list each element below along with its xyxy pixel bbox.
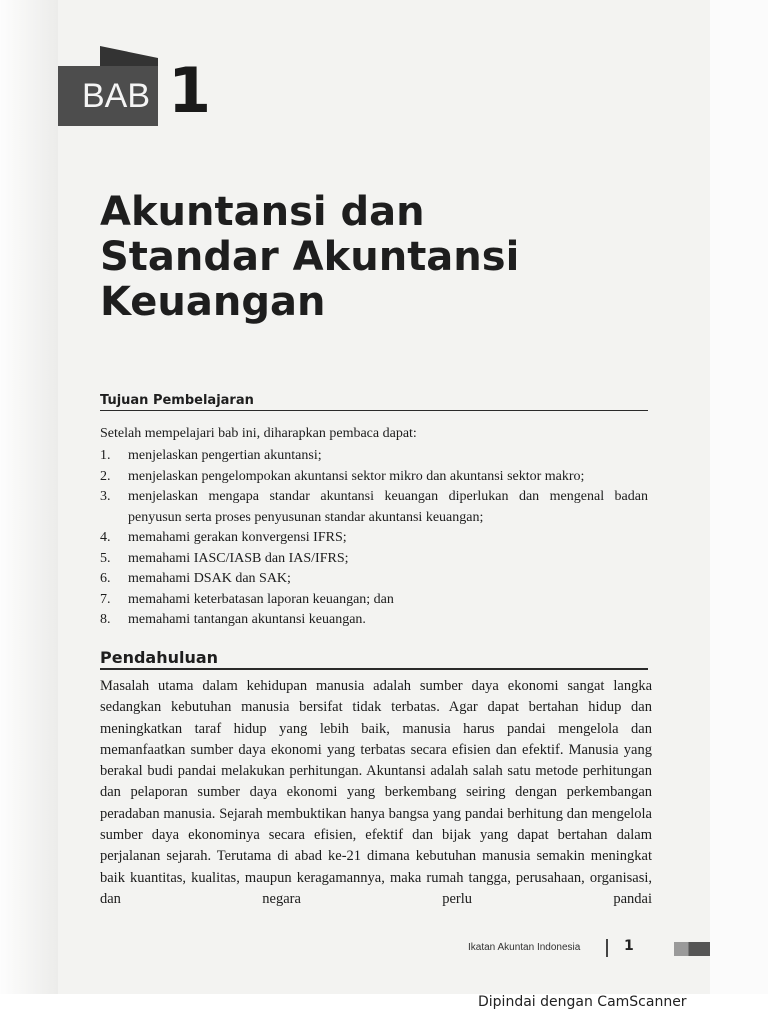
list-item-number: 8.	[100, 612, 111, 627]
objectives-list	[100, 446, 648, 631]
list-item-text: menjelaskan mengapa standar akuntansi keuangan diperlukan dan mengenal badan penyusun serta proses penyusunan standar akuntansi keuangan;	[128, 489, 648, 525]
list-item	[100, 467, 648, 488]
footer-tab-marker	[674, 942, 710, 956]
chapter-flag-shape	[100, 46, 158, 66]
chapter-label: BAB	[82, 76, 151, 115]
chapter-number: 1	[168, 54, 212, 127]
list-item	[100, 610, 648, 631]
list-item-number: 5.	[100, 550, 111, 566]
list-item-text: memahami IASC/IASB dan IAS/IFRS;	[128, 550, 349, 566]
chapter-title-line: Keuangan	[100, 279, 326, 325]
list-item-text: menjelaskan pengelompokan akuntansi sektor mikro dan akuntansi sektor makro;	[128, 468, 585, 484]
list-item-number: 2.	[100, 468, 111, 484]
list-item	[100, 569, 648, 590]
list-item-text: memahami tantangan akuntansi keuangan.	[128, 612, 366, 627]
scanner-watermark: Dipindai dengan CamScanner	[478, 994, 687, 1010]
list-item	[100, 487, 648, 528]
footer-divider	[606, 939, 608, 957]
list-item	[100, 446, 648, 467]
chapter-title	[100, 190, 660, 325]
list-item-number: 6.	[100, 571, 111, 586]
objectives-intro: Setelah mempelajari bab ini, diharapkan pembaca dapat:	[100, 426, 417, 441]
list-item	[100, 528, 648, 549]
list-item-text: memahami gerakan konvergensi IFRS;	[128, 530, 347, 545]
page-right-margin	[710, 0, 768, 994]
introduction-heading: Pendahuluan	[100, 648, 648, 670]
page-number: 1	[624, 938, 634, 954]
list-item-text: memahami DSAK dan SAK;	[128, 571, 291, 586]
list-item-text: memahami keterbatasan laporan keuangan; dan	[128, 591, 394, 607]
list-item-number: 7.	[100, 591, 111, 607]
footer-publisher: Ikatan Akuntan Indonesia	[468, 942, 581, 953]
list-item-number: 4.	[100, 530, 111, 545]
chapter-title-line: Akuntansi dan	[100, 189, 425, 235]
list-item	[100, 549, 648, 570]
introduction-paragraph: Masalah utama dalam kehidupan manusia adalah sumber daya ekonomi sangat langka sedangkan kebutuhan manusia bersifat tidak terbatas. Agar dapat bertahan hidup dan meningkatkan taraf hidup yang lebih baik, manusia harus pandai mengelola dan memanfaatkan sumber daya ekonomi yang terbatas secara efisien dan efektif. Manusia yang berakal budi pandai melakukan perhitungan. Akuntansi adalah salah satu metode perhitungan dan pelaporan sumber daya ekonomi yang berkembang seiring dengan perkembangan peradaban manusia. Sejarah membuktikan hanya bangsa yang pandai berhitung dan mengelola sumber daya ekonominya secara efisien, efektif dan bijak yang dapat bertahan dalam perjalanan sejarah. Terutama di abad ke-21 dimana kebutuhan manusia semakin meningkat baik kuantitas, kualitas, maupun keragamannya, maka rumah tangga, perusahaan, organisasi, dan negara perlu pandai	[100, 678, 652, 907]
chapter-title-line: Standar Akuntansi	[100, 234, 520, 280]
list-item	[100, 590, 648, 611]
list-item-text: menjelaskan pengertian akuntansi;	[128, 448, 322, 463]
objectives-heading: Tujuan Pembelajaran	[100, 393, 648, 411]
page-gutter-shadow	[0, 0, 58, 994]
list-item-number: 1.	[100, 448, 111, 463]
list-item-number: 3.	[100, 489, 111, 504]
chapter-label-badge	[58, 66, 158, 126]
